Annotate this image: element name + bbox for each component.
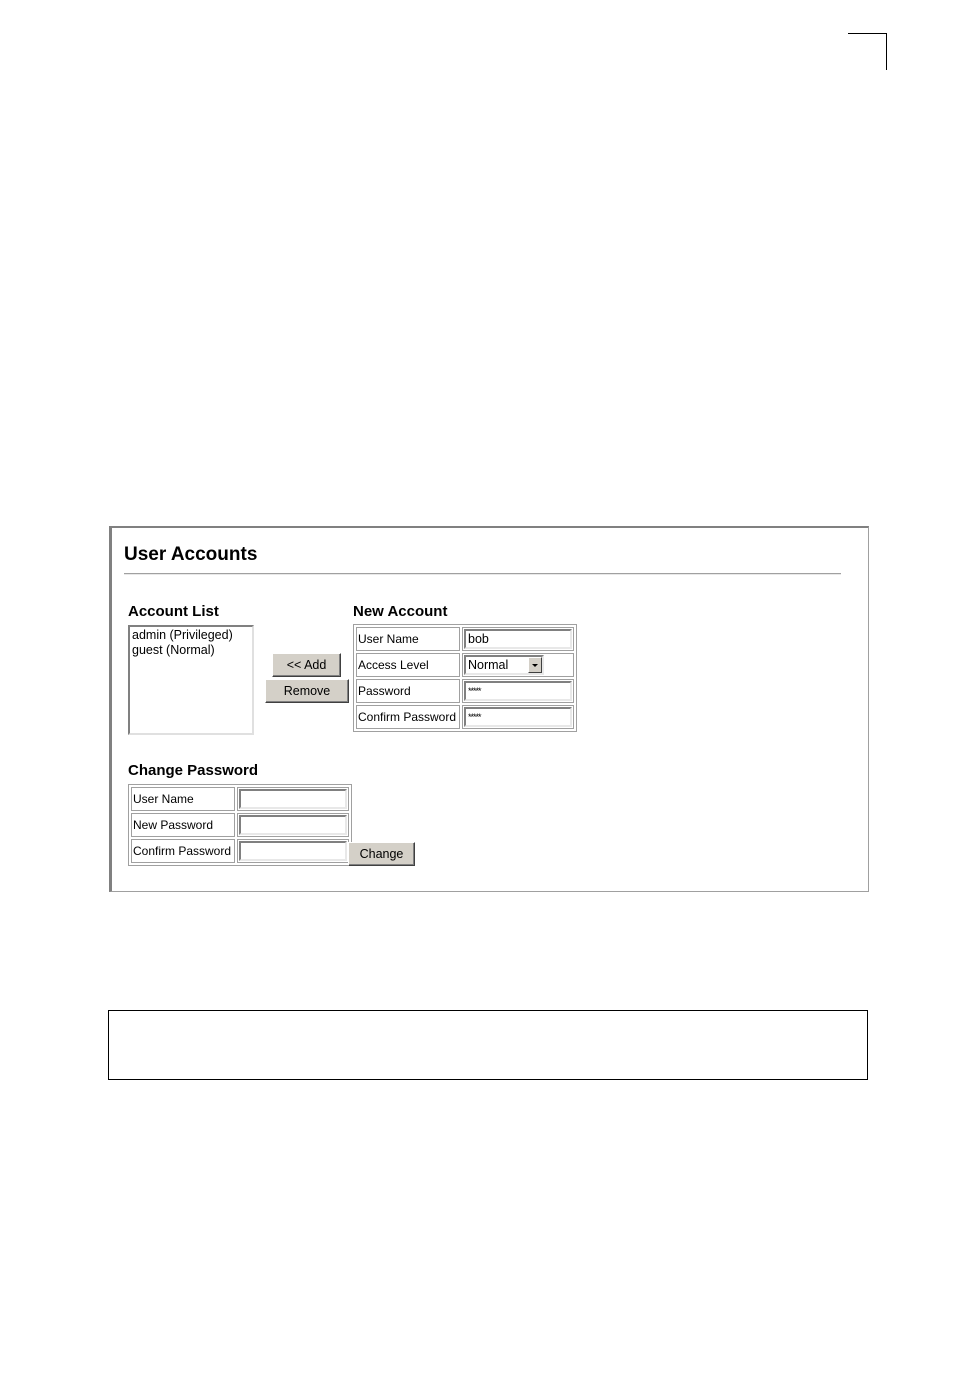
new-account-form (353, 624, 577, 732)
change-password-form (128, 784, 352, 866)
account-listbox[interactable] (128, 625, 254, 735)
account-list-heading: Account List (128, 603, 219, 620)
title-divider (124, 573, 841, 575)
password-label: Password (356, 679, 460, 703)
new-confirm-password-input[interactable] (464, 707, 572, 727)
cp-user-name-label: User Name (131, 787, 235, 811)
list-item[interactable]: guest (Normal) (132, 643, 215, 657)
cp-confirm-password-label: Confirm Password (131, 839, 235, 863)
list-item[interactable]: admin (Privileged) (132, 628, 233, 642)
change-button[interactable]: Change (348, 842, 415, 866)
remove-button[interactable]: Remove (265, 679, 349, 703)
change-password-heading: Change Password (128, 762, 259, 779)
add-button[interactable]: << Add (272, 653, 341, 677)
confirm-password-label: Confirm Password (356, 705, 460, 729)
access-level-label: Access Level (356, 653, 460, 677)
access-level-select[interactable] (464, 655, 544, 675)
cp-new-password-input[interactable] (239, 815, 347, 835)
cp-new-password-label: New Password (131, 813, 235, 837)
user-accounts-panel (109, 526, 869, 892)
page-corner-mark (848, 33, 887, 70)
note-box (108, 1010, 868, 1080)
cp-confirm-password-input[interactable] (239, 841, 347, 861)
cp-user-name-input[interactable] (239, 789, 347, 809)
access-level-value: Normal (468, 658, 509, 672)
page-title: User Accounts (124, 544, 258, 565)
chevron-down-icon[interactable] (528, 657, 542, 673)
new-account-heading: New Account (353, 603, 448, 620)
new-password-input[interactable] (464, 681, 572, 701)
new-user-name-input[interactable] (464, 629, 572, 649)
user-name-label: User Name (356, 627, 460, 651)
